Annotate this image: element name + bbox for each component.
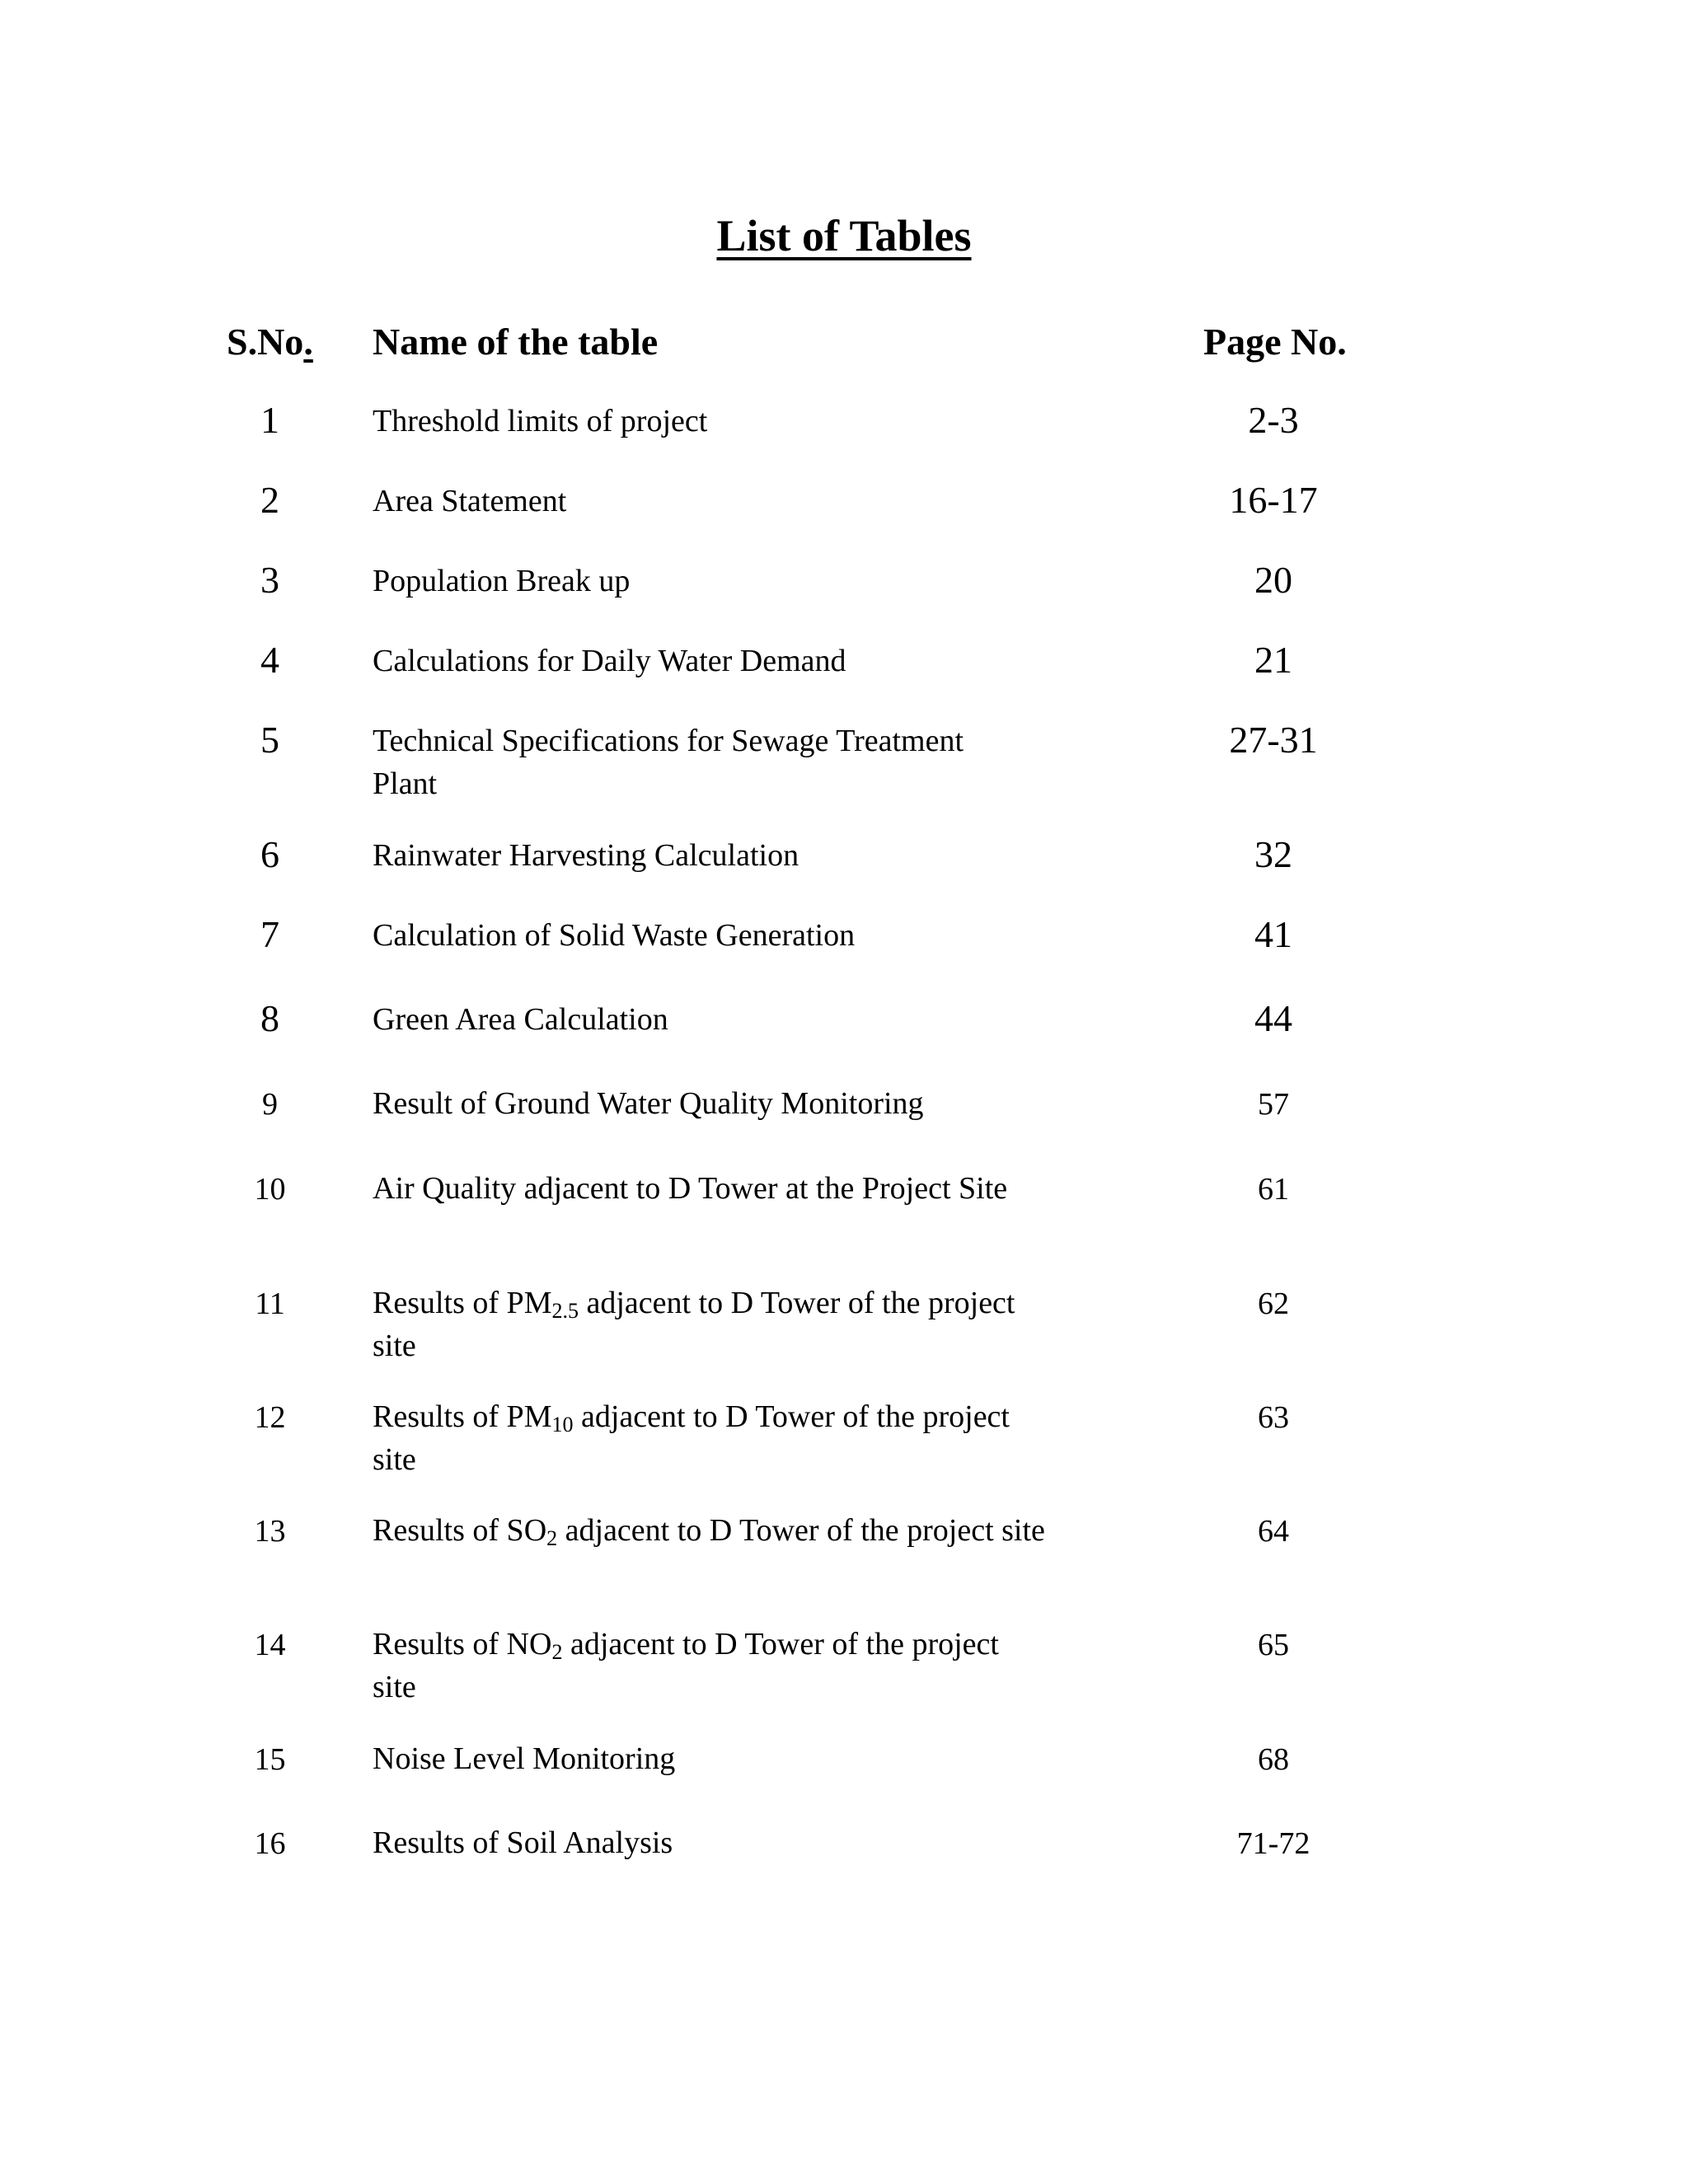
row-name: Threshold limits of project xyxy=(373,404,708,438)
row-name: Air Quality adjacent to D Tower at the Project Site xyxy=(373,1171,1008,1206)
row-page: 61 xyxy=(1258,1172,1289,1207)
row-name: Results of Soil Analysis xyxy=(373,1825,673,1860)
row-page: 20 xyxy=(1254,559,1292,601)
row-sno: 9 xyxy=(262,1087,278,1122)
row-sno: 11 xyxy=(255,1286,285,1321)
row-name-pre: Results of SO xyxy=(373,1513,547,1548)
header-table-name: Name of the table xyxy=(373,321,659,363)
row-name: Green Area Calculation xyxy=(373,1002,668,1037)
row-sno: 8 xyxy=(260,997,279,1039)
row-name: Population Break up xyxy=(373,564,631,598)
row-name-pre: Results of NO xyxy=(373,1627,552,1661)
row-page: 21 xyxy=(1254,639,1292,681)
header-page-no: Page No. xyxy=(1203,321,1347,363)
header-sno-dot: . xyxy=(303,321,313,363)
row-name xyxy=(373,1282,1015,1367)
row-sno: 5 xyxy=(260,719,279,761)
row-name: Noise Level Monitoring xyxy=(373,1741,676,1776)
row-name-post: adjacent to D Tower of the project site xyxy=(557,1513,1045,1548)
page-title: List of Tables xyxy=(716,211,972,260)
row-sno: 2 xyxy=(260,479,279,521)
row-sno: 15 xyxy=(254,1742,286,1777)
row-sno: 14 xyxy=(254,1628,286,1662)
row-name-post: adjacent to D Tower of the project site xyxy=(373,1627,999,1704)
row-page: 65 xyxy=(1258,1628,1289,1662)
row-page: 57 xyxy=(1258,1087,1289,1122)
header-sno-text: S.No xyxy=(227,321,304,363)
row-page: 64 xyxy=(1258,1514,1289,1549)
row-page: 41 xyxy=(1254,913,1292,955)
row-name: Technical Specifications for Sewage Treatment Plant xyxy=(373,724,964,801)
row-page: 44 xyxy=(1254,997,1292,1039)
row-name xyxy=(373,1509,1048,1552)
row-name: Rainwater Harvesting Calculation xyxy=(373,838,799,873)
row-sno: 13 xyxy=(254,1514,286,1549)
row-name-subscript: 10 xyxy=(551,1413,574,1436)
row-name: Area Statement xyxy=(373,484,567,518)
row-name-subscript: 2 xyxy=(551,1640,563,1664)
row-page: 32 xyxy=(1254,833,1292,875)
row-page: 71-72 xyxy=(1236,1826,1311,1861)
row-page: 27-31 xyxy=(1229,719,1318,761)
row-name xyxy=(373,1395,1015,1481)
row-page: 62 xyxy=(1258,1286,1289,1321)
row-sno: 4 xyxy=(260,639,279,681)
row-page: 68 xyxy=(1258,1742,1289,1777)
row-name-subscript: 2 xyxy=(546,1526,558,1550)
row-name: Calculations for Daily Water Demand xyxy=(373,644,846,678)
row-sno: 6 xyxy=(260,833,279,875)
row-sno: 1 xyxy=(260,399,279,441)
row-name-pre: Results of PM xyxy=(373,1399,552,1434)
row-sno: 10 xyxy=(254,1172,286,1207)
header-sno xyxy=(227,320,313,363)
row-sno: 7 xyxy=(260,913,279,955)
row-page: 63 xyxy=(1258,1400,1289,1435)
row-name: Calculation of Solid Waste Generation xyxy=(373,918,856,953)
row-name-subscript: 2.5 xyxy=(551,1299,579,1323)
row-page: 16-17 xyxy=(1229,479,1318,521)
row-sno: 3 xyxy=(260,559,279,601)
row-page: 2-3 xyxy=(1248,399,1299,441)
row-name-post: adjacent to D Tower of the project site xyxy=(373,1399,1010,1477)
row-name-post: adjacent to D Tower of the project site xyxy=(373,1286,1015,1363)
row-sno: 12 xyxy=(254,1400,286,1435)
row-name: Result of Ground Water Quality Monitoring xyxy=(373,1086,924,1121)
row-sno: 16 xyxy=(254,1826,286,1861)
row-name-pre: Results of PM xyxy=(373,1286,552,1320)
row-name xyxy=(373,1623,1048,1708)
